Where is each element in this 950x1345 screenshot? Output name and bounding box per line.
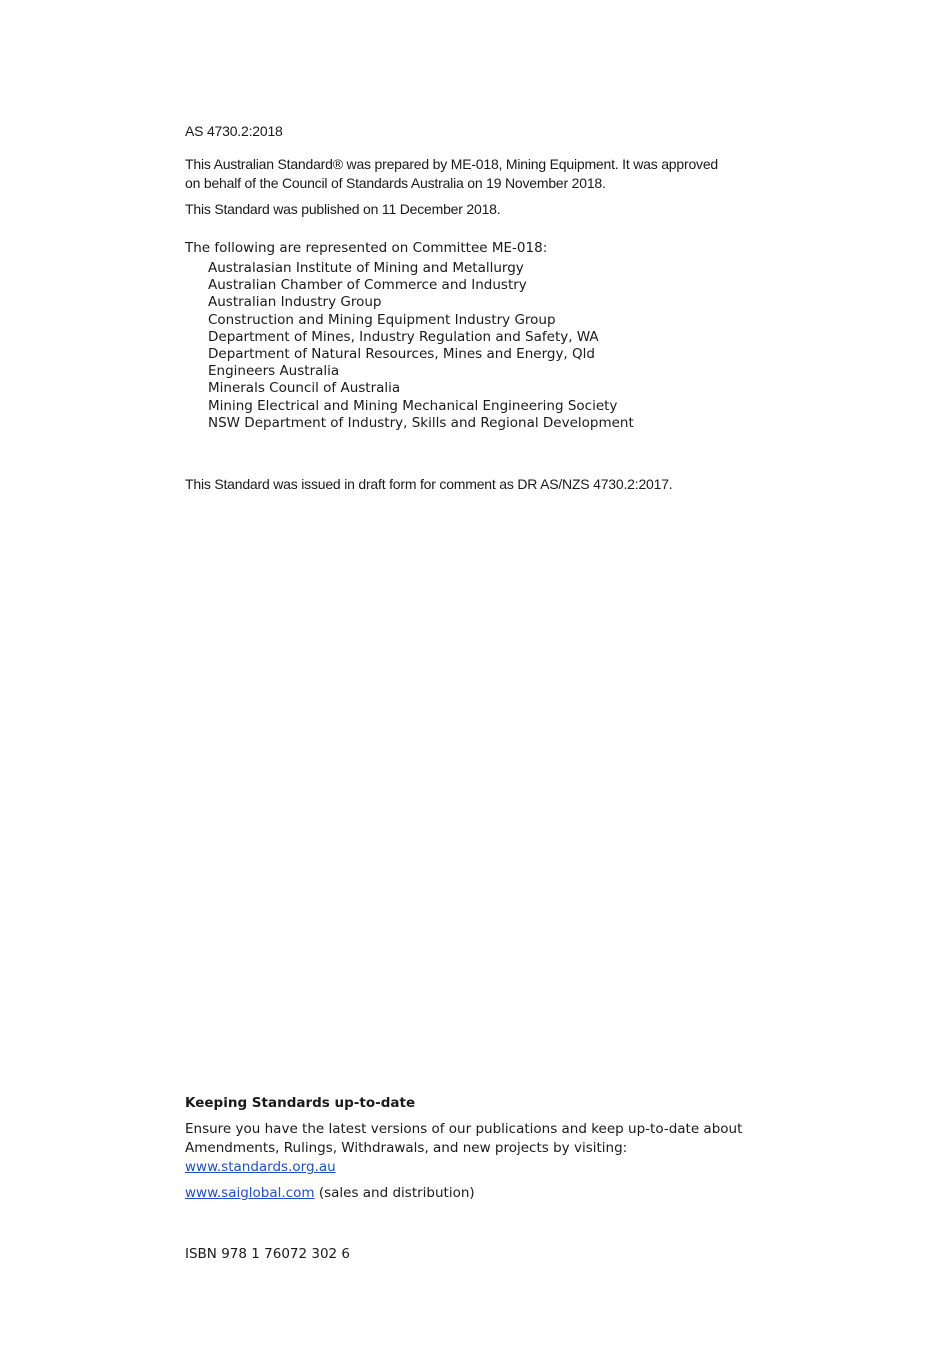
published-statement: This Standard was published on 11 December 2018.: [185, 201, 501, 217]
keeping-line-1: Ensure you have the latest versions of our publications and keep up-to-date about: [185, 1121, 743, 1137]
committee-member: Construction and Mining Equipment Industry Group: [208, 311, 556, 328]
standards-website-link[interactable]: www.standards.org.au: [185, 1159, 336, 1175]
saiglobal-website-link[interactable]: www.saiglobal.com: [185, 1185, 315, 1201]
committee-member: Australasian Institute of Mining and Metallurgy: [208, 260, 524, 276]
draft-note: This Standard was issued in draft form for comment as DR AS/NZS 4730.2:2017.: [185, 476, 673, 492]
committee-member-list: [208, 260, 634, 432]
committee-member: NSW Department of Industry, Skills and Regional Development: [208, 414, 634, 431]
committee-member: Engineers Australia: [208, 363, 340, 380]
keeping-line-2: Amendments, Rulings, Withdrawals, and new projects by visiting:: [185, 1140, 628, 1156]
keeping-standards-text: [185, 1120, 785, 1158]
committee-member: Mining Electrical and Mining Mechanical Engineering Society: [208, 397, 618, 414]
sai-link-suffix: (sales and distribution): [314, 1185, 475, 1201]
committee-member: Australian Chamber of Commerce and Industry: [208, 277, 527, 294]
standards-link-line: [185, 1158, 336, 1177]
committee-member: Department of Natural Resources, Mines and Energy, Qld: [208, 346, 595, 363]
approval-line-2: on behalf of the Council of Standards Australia on 19 November 2018.: [185, 175, 606, 191]
committee-member: Department of Mines, Industry Regulation and Safety, WA: [208, 328, 599, 345]
document-id: AS 4730.2:2018: [185, 123, 283, 139]
keeping-standards-heading: Keeping Standards up-to-date: [185, 1095, 416, 1111]
approval-statement: [185, 155, 785, 193]
sai-link-line: [185, 1184, 475, 1203]
committee-member: Minerals Council of Australia: [208, 380, 401, 397]
committee-heading: The following are represented on Committee ME-018:: [185, 240, 548, 256]
isbn-number: ISBN 978 1 76072 302 6: [185, 1246, 351, 1262]
committee-member: Australian Industry Group: [208, 294, 382, 311]
approval-line-1: This Australian Standard® was prepared by ME-018, Mining Equipment. It was approved: [185, 156, 719, 172]
